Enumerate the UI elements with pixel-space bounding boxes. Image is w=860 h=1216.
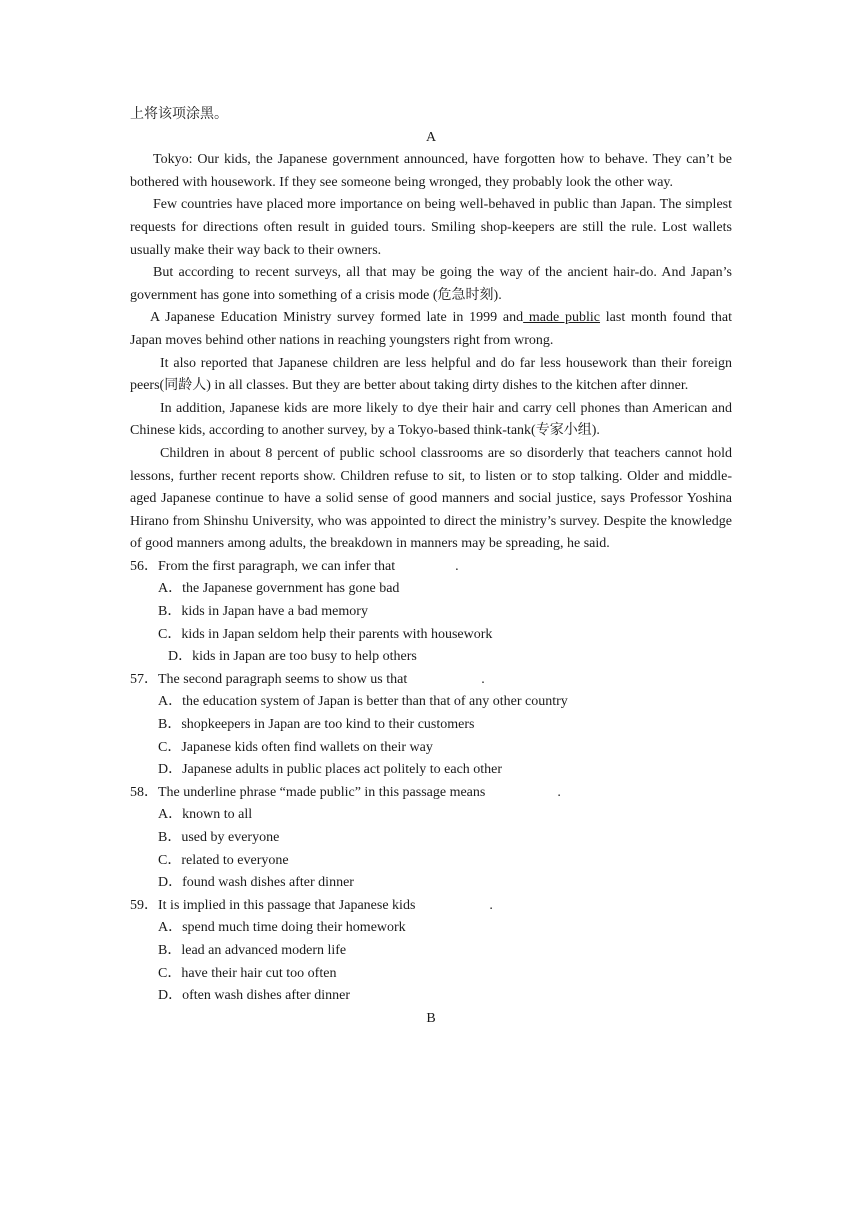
option-a: A．spend much time doing their homework (158, 920, 406, 936)
question-stem (130, 782, 732, 805)
option-d: D．found wash dishes after dinner (158, 875, 354, 891)
paragraph-3: But according to recent surveys, all that may be going the way of the ancient hair-do. And Japan’s government has gone into something of a crisis mode (危急时刻). (130, 265, 732, 303)
question-stem (130, 895, 732, 918)
question-stem-end: . (455, 558, 459, 574)
option-c: C．Japanese kids often find wallets on their way (158, 739, 433, 755)
option-c: C．kids in Japan seldom help their parents with housework (158, 626, 493, 642)
option-d: D．often wash dishes after dinner (158, 988, 351, 1004)
option-c: C．have their hair cut too often (158, 965, 337, 981)
option-d: D．Japanese adults in public places act politely to each other (158, 762, 503, 778)
paragraph-7: Children in about 8 percent of public school classrooms are so disorderly that teachers cannot hold lessons, further recent reports show. Children refuse to sit, to listen or to stop talking. Older and middle-aged Japanese continue to have a solid sense of good manners and social justice, says Professor Yoshina Hirano from Shinshu University, who was appointed to direct the ministry’s survey. Despite the knowledge of good manners among adults, the breakdown in manners may be spreading, he said. (130, 445, 732, 552)
option-b: B．lead an advanced modern life (158, 942, 347, 958)
question-58 (130, 782, 732, 895)
paragraph-6: In addition, Japanese kids are more likely to dye their hair and carry cell phones than American and Chinese kids, according to another survey, by a Tokyo-based think-tank(专家小组). (130, 400, 732, 439)
question-stem-end: . (489, 897, 493, 913)
question-stem-text: 58．The underline phrase “made public” in this passage means (130, 784, 486, 800)
question-stem (130, 556, 732, 579)
question-56 (130, 556, 732, 669)
underlined-phrase: made public (523, 310, 601, 326)
option-b: B．shopkeepers in Japan are too kind to their customers (158, 717, 475, 733)
question-59 (130, 895, 732, 1008)
option-a: A．the Japanese government has gone bad (158, 581, 400, 597)
paragraph-4-before: A Japanese Education Ministry survey formed late in 1999 and (150, 310, 524, 326)
question-stem-end: . (557, 784, 561, 800)
intro-line: 上将该项涂黑。 (130, 107, 228, 122)
option-d: D．kids in Japan are too busy to help others (168, 649, 417, 665)
option-a: A．known to all (158, 807, 253, 823)
section-b-heading: B (426, 1010, 436, 1026)
question-stem-text: 56．From the first paragraph, we can infer that (130, 558, 396, 574)
option-c: C．related to everyone (158, 852, 289, 868)
question-stem-end: . (481, 671, 485, 687)
question-stem-text: 57．The second paragraph seems to show us that (130, 671, 408, 687)
section-a-heading: A (425, 129, 437, 145)
paragraph-4-after: last month found that Japan moves behind other nations in reaching youngsters right from wrong. (130, 310, 733, 348)
document-page (130, 104, 732, 1030)
option-b: B．used by everyone (158, 830, 280, 845)
paragraph-5: It also reported that Japanese children are less helpful and do far less housework than their foreign peers(同龄人) in all classes. But they are better about taking dirty dishes to the kitchen after dinner. (130, 355, 732, 394)
question-stem-text: 59．It is implied in this passage that Japanese kids (130, 897, 416, 913)
paragraph-4 (130, 307, 732, 352)
option-a: A．the education system of Japan is better than that of any other country (158, 694, 568, 710)
question-57 (130, 669, 732, 782)
paragraph-1: Tokyo: Our kids, the Japanese government announced, have forgotten how to behave. They can’t be bothered with housework. If they see someone being wronged, they probably look the other way. (130, 152, 732, 190)
question-stem (130, 669, 732, 692)
option-b: B．kids in Japan have a bad memory (158, 604, 368, 620)
paragraph-2: Few countries have placed more importance on being well-behaved in public than Japan. The simplest requests for directions often result in guided tours. Smiling shop-keepers are still the rule. Lost wallets usually make their way back to their owners. (130, 197, 732, 258)
